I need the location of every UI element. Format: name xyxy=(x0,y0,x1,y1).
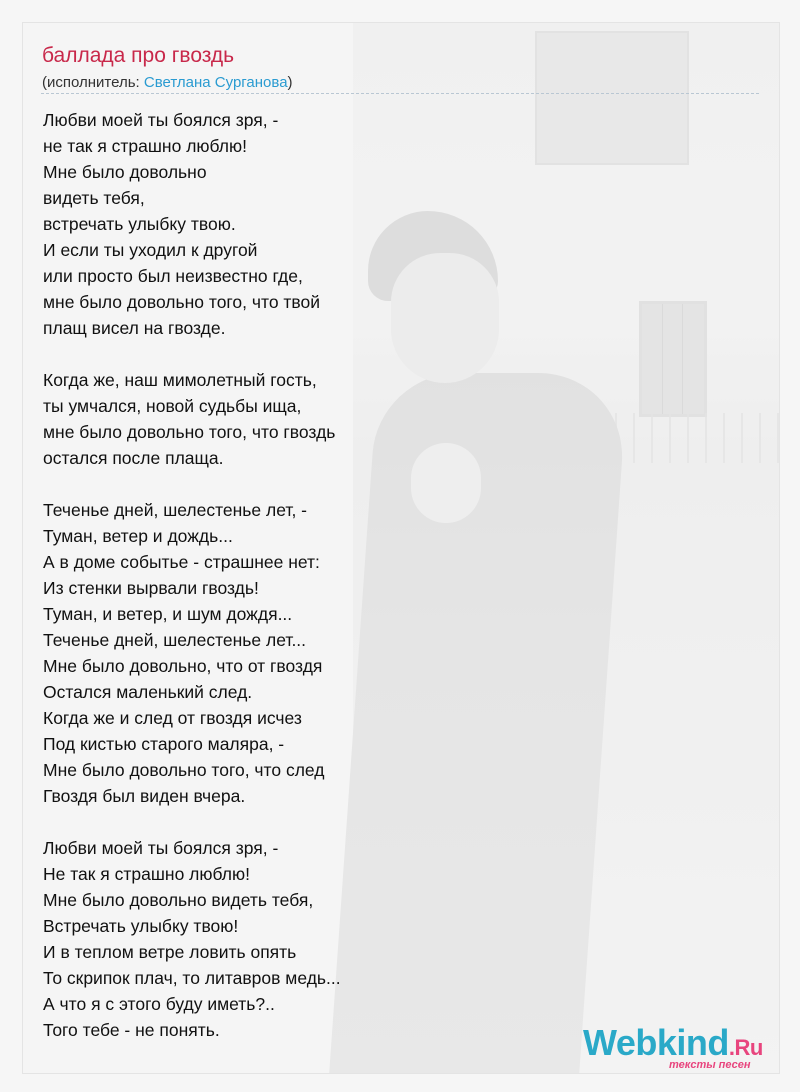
lyric-line: А что я с этого буду иметь?.. xyxy=(43,994,275,1014)
lyric-line: То скрипок плач, то литавров медь... xyxy=(43,968,341,988)
lyric-line: мне было довольно того, что гвоздь xyxy=(43,422,336,442)
lyric-line: Встречать улыбку твою! xyxy=(43,916,239,936)
lyric-line: Остался маленький след. xyxy=(43,682,253,702)
lyric-line: Когда же, наш мимолетный гость, xyxy=(43,370,317,390)
lyric-line: Мне было довольно видеть тебя, xyxy=(43,890,314,910)
lyric-line: мне было довольно того, что твой xyxy=(43,292,321,312)
divider xyxy=(41,93,759,94)
lyric-line: Когда же и след от гвоздя исчез xyxy=(43,708,302,728)
lyric-line: Теченье дней, шелестенье лет... xyxy=(43,630,307,650)
lyric-line: ты умчался, новой судьбы ища, xyxy=(43,396,302,416)
performer-prefix: (исполнитель: xyxy=(42,74,144,91)
logo-ru: .Ru xyxy=(728,1035,763,1060)
lyric-line: или просто был неизвестно где, xyxy=(43,266,303,286)
lyric-line: Любви моей ты боялся зря, - xyxy=(43,110,279,130)
lyric-line: Теченье дней, шелестенье лет, - xyxy=(43,500,307,520)
lyric-line: И в теплом ветре ловить опять xyxy=(43,942,297,962)
lyric-line: И если ты уходил к другой xyxy=(43,240,258,260)
lyric-line: Под кистью старого маляра, - xyxy=(43,734,285,754)
stanza xyxy=(43,367,341,471)
lyric-line: Не так я страшно люблю! xyxy=(43,864,250,884)
stanza xyxy=(43,497,341,809)
performer-link[interactable]: Светлана Сурганова xyxy=(143,74,288,91)
song-title: баллада про гвоздь xyxy=(42,44,235,67)
stanza xyxy=(43,107,341,341)
stanza xyxy=(43,835,341,1043)
lyric-line: Мне было довольно xyxy=(43,162,207,182)
webkind-logo[interactable] xyxy=(583,1023,773,1071)
lyric-line: встречать улыбку твою. xyxy=(43,214,236,234)
lyric-line: видеть тебя, xyxy=(43,188,145,208)
lyric-line: Из стенки вырвали гвоздь! xyxy=(43,578,259,598)
lyric-line: Того тебе - не понять. xyxy=(43,1020,220,1040)
lyric-line: Гвоздя был виден вчера. xyxy=(43,786,246,806)
lyric-line: Туман, ветер и дождь... xyxy=(43,526,233,546)
lyric-line: Мне было довольно того, что след xyxy=(43,760,325,780)
lyric-line: остался после плаща. xyxy=(43,448,224,468)
lyric-line: А в доме событье - страшнее нет: xyxy=(43,552,320,572)
lyric-line: Туман, и ветер, и шум дождя... xyxy=(43,604,293,624)
lyrics xyxy=(43,107,341,1069)
lyrics-card xyxy=(22,22,780,1074)
logo-web: Web xyxy=(583,1022,657,1063)
logo-tagline: тексты песен xyxy=(669,1059,751,1071)
lyric-line: не так я страшно люблю! xyxy=(43,136,247,156)
lyric-line: Любви моей ты боялся зря, - xyxy=(43,838,279,858)
lyric-line: Мне было довольно, что от гвоздя xyxy=(43,656,323,676)
performer-suffix: ) xyxy=(287,74,293,91)
performer-line xyxy=(42,73,293,93)
lyric-line: плащ висел на гвозде. xyxy=(43,318,226,338)
logo-kind: kind xyxy=(656,1022,729,1063)
